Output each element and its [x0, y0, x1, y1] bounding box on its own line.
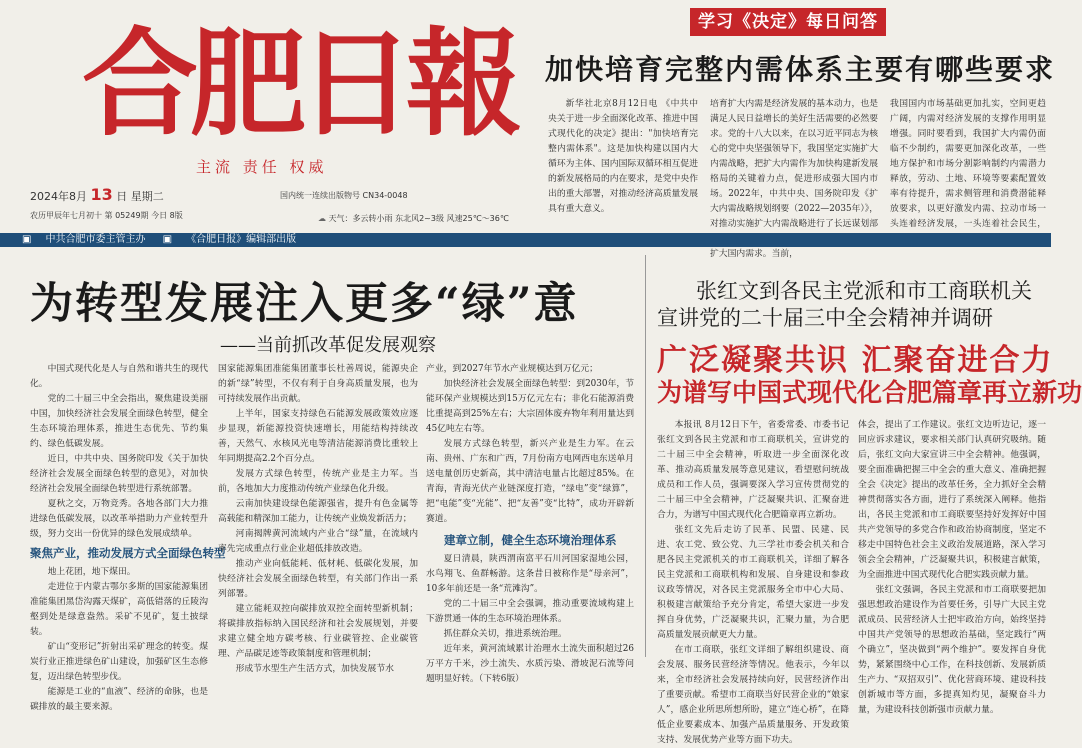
dateline: 2024年8月 13 日 星期二	[30, 185, 164, 204]
lead-col-3: 产业，到2027年节水产业规模达到万亿元； 加快经济社会发展全面绿色转型：到2030年，节能环保产业规模达到15万亿元左右；非化石能源消费比重提高到25%左右；大宗固体废弃物年利用量达到45亿吨左右等。 发展方式绿色转型，新兴产业是生力军。在云南、贵州、广东和广西，7月份南方电网西电东送单月送电量创历史新高，其中清洁电量占比超过85%。在青海，青海光伏产业链深度打造，“绿电”变“绿算”，把“电能”变“光能”、把“友善”变“比特”，成功开辟新赛道。 建章立制，健全生态环境治理体系 夏日清晨，陕西渭南富平石川河国家湿地公园，水鸟翔飞、鱼群畅游。这条昔日被称作是“母亲河”，10多年前还是一条“荒滩沟”。 党的二十届三中全会强调，推动重要流域构建上下游贯通一体的生态环境治理体系。 抓住群众关切，推进系统治理。 近年来，黄河流域累计治理水土流失面积超过26万平方千米，沙土流失、水质污染、滑坡泥石流等问题明显好转。（下转6版）	[426, 364, 634, 684]
lead-headline: 为转型发展注入更多“绿”意	[30, 279, 579, 329]
right-story-overline-2: 宣讲党的二十届三中全会精神并调研	[657, 306, 993, 330]
right-story-headline: 广泛凝聚共识 汇聚奋进合力	[657, 343, 1054, 378]
column-divider	[645, 255, 646, 657]
masthead-motto: 主流 责任 权威	[196, 158, 328, 176]
banner-col-3: 我国国内市场基础更加扎实，空间更趋广阔，内需对经济发展的支撑作用明显增强。同时要看到，我国扩大内需仍面临不少制约，需要更加深化改革，一些地方保护和市场分割影响制约内需潜力释放，劳动、土地、环境等要素配置效率有待提升，需求侧管理和消费潜能释放要求，以更好激发内需、拉动市场一头连着经济发展，一头连着社会民生，	[890, 99, 1046, 229]
rule-text: ▣ 中共合肥市委主管主办 ▣ 《合肥日报》编辑部出版	[22, 234, 297, 245]
right-col-2: 体会，提出了工作建议。张红文边听边记，逐一回应诉求建议，要求相关部门认真研究吸纳。随后，张红文向大家宣讲三中全会精神。他强调，要全面准确把握三中全会的重大意义、准确把握全会《决定》提出的改革任务，全力抓好全会精神贯彻落实各方面，进行了系统深入阐释。他指出，各民主党派和市工商联要坚持好发挥好中国共产党领导的多党合作和政治协商制度，坚定不移走中国特色社会主义政治发展道路，深入学习领会全会精神，广泛凝聚共识，积极建言献策，为全面推进中国式现代化合肥实践贡献力量。 张红文强调，各民主党派和市工商联要把加强思想政治建设作为首要任务，引导广大民主党派成员、民营经济人士把牢政治方向，始终坚持中国共产党领导的思想政治基础，坚定践行“两个确立”，坚决做到“两个维护”。要发挥自身优势，紧紧围绕中心工作，在科技创新、发展新质生产力、“双招双引”、优化营商环境、建设科技创新城市等方面，多提真知灼见，凝聚奋斗力量，为建设科技创新强市贡献力量。	[858, 420, 1046, 715]
lead-subhead: ——当前抓改革促发展观察	[220, 335, 436, 356]
section-head: 聚焦产业，推动发展方式全面绿色转型	[30, 546, 226, 560]
masthead-logo	[78, 6, 514, 152]
lead-col-1: 中国式现代化是人与自然和谐共生的现代化。 党的二十届三中全会指出，聚焦建设美丽中国，加快经济社会发展全面绿色转型，健全生态环境治理体系，推进生态优先、节约集约、绿色低碳发展。 近日，中共中央、国务院印发《关于加快经济社会发展全面绿色转型的意见》，对加快经济社会发展全面绿色转型进行系统部署。 夏秋之交，万物竞秀。各地各部门大力推进绿色低碳发展，以改革举措助力产业转型升级，努力交出一份优异的绿色发展成绩单。 聚焦产业，推动发展方式全面绿色转型 地上花团，地下煤田。 走进位于内蒙古鄂尔多斯的国家能源集团准能集团黑岱沟露天煤矿，高低错落的丘陵沟壑到处是绿意盎然。采矿不见矿，复土披绿装。 矿山“变形记”折射出采矿理念的转变。煤炭行业正推进绿色矿山建设，加强矿区生态修复，迈出绿色转型步伐。 能源是工业的“血液”、经济的命脉，也是碳排放的最主要来源。	[30, 364, 226, 712]
right-story-subheadline: 为谱写中国式现代化合肥篇章再立新功	[657, 378, 1082, 407]
rule-icon: ▣	[22, 234, 32, 245]
cn-number: 国内统一连续出版物号 CN34-0048	[280, 191, 408, 200]
weather: ☁ 天气：多云转小雨 东北风2~3级 风速25℃～36℃	[318, 214, 509, 223]
banner-col-1: 新华社北京8月12日电 《中共中央关于进一步全面深化改革、推进中国式现代化的决定》提出："加快培育完整内需体系"。这是加快构建以国内大循环为主体、国内国际双循环相互促进的新发展格局的内在要求，是党中央作出的重大部署，对推动经济高质量发展具有重大意义。	[548, 99, 698, 214]
issue-info: 农历甲辰年七月初十 第 05249期 今日 8版	[30, 211, 183, 220]
rule-icon: ▣	[162, 234, 173, 245]
banner-col-2: 培育扩大内需是经济发展的基本动力，也是满足人民日益增长的美好生活需要的必然要求。党的十八大以来，在以习近平同志为核心的党中央坚强领导下，我国坚定实施扩大内需战略，把扩大内需作为加快构建新发展格局的关键着力点，促进形成强大国内市场。2022年，中共中央、国务院印发《扩大内需战略规划纲要（2022—2035年）》，对推动实施扩大内需战略进行了长远谋划部 扩大国内需求。当前，	[710, 99, 878, 259]
right-col-1: 本报讯 8月12日下午，省委常委、市委书记张红文到各民主党派和市工商联机关，宣讲党的二十届三中全会精神，听取进一步全面深化改革、推动高质量发展等意见建议，看望慰问统战成员和工作人员，强调要深入学习宣传贯彻党的二十届三中全会精神，广泛凝聚共识、汇聚奋进合力，为谱写中国式现代化合肥篇章再立新功。 张红文先后走访了民革、民盟、民建、民进、农工党、致公党、九三学社市委会机关和合肥各民主党派机关的市工商联机关，详细了解各民主党派和工商联机构和发展、自身建设和参政议政等情况，对各民主党派服务全市中心大局、积极建言献策给予充分肯定，希望大家进一步发挥自身优势，广泛凝聚共识，汇聚力量，为合肥高质量发展贡献更大力量。 在市工商联，张红文详细了解组织建设、商会发展、服务民营经济等情况。他表示，今年以来，全市经济社会发展持续向好，民营经济作出了重要贡献。希望市工商联当好民营企业的“娘家人”，感企业所思所想所盼，建立“连心桥”，在降低企业要素成本、加强产品质量服务、开发政策支持、发展优势产业等方面下功夫。	[657, 420, 849, 745]
section-head: 建章立制，健全生态环境治理体系	[444, 533, 617, 547]
svg-text:合肥日報: 合肥日報	[82, 16, 514, 152]
lead-col-2: 国家能源集团准能集团董事长杜善周说，能源央企的新“绿”转型，不仅有利于自身高质量发展，也为可持续发展作出贡献。 上半年，国家支持绿色石能源发展政策效应逐步显现，新能源投资快速增长，用能结构持续改善，天然气、水核风光电等清洁能源消费比重较上年同期提高2.2个百分点。 发展方式绿色转型，传统产业是主力军。当前，各地加大力度推动传统产业绿色化升级。 云南加快建设绿色能源强省，提升有色金属等高载能和精深加工能力，让传统产业焕发新活力； 河南揭牌黄河流域内产业合“绿”量，在流域内率先完成重点行业企业超低排放改造。 推动产业向低能耗、低材耗、低碳化发展，加快经济社会发展全面绿色转型，有关部门作出一系列部署。 建立能耗双控向碳排放双控全面转型新机制；将碳排放指标纳入国民经济和社会发展规划，并要求建立健全地方碳考核、行业碳管控、企业碳管理、产品碳足迹等政策制度和管理机制； 形成节水型生产生活方式，加快发展节水	[218, 364, 418, 674]
kicker-badge: 学习《决定》每日问答	[690, 8, 886, 36]
banner-headline: 加快培育完整内需体系主要有哪些要求	[545, 53, 1056, 86]
right-story-overline-1: 张红文到各民主党派和市工商联机关	[696, 279, 1032, 303]
weather-icon: ☁	[318, 214, 326, 223]
